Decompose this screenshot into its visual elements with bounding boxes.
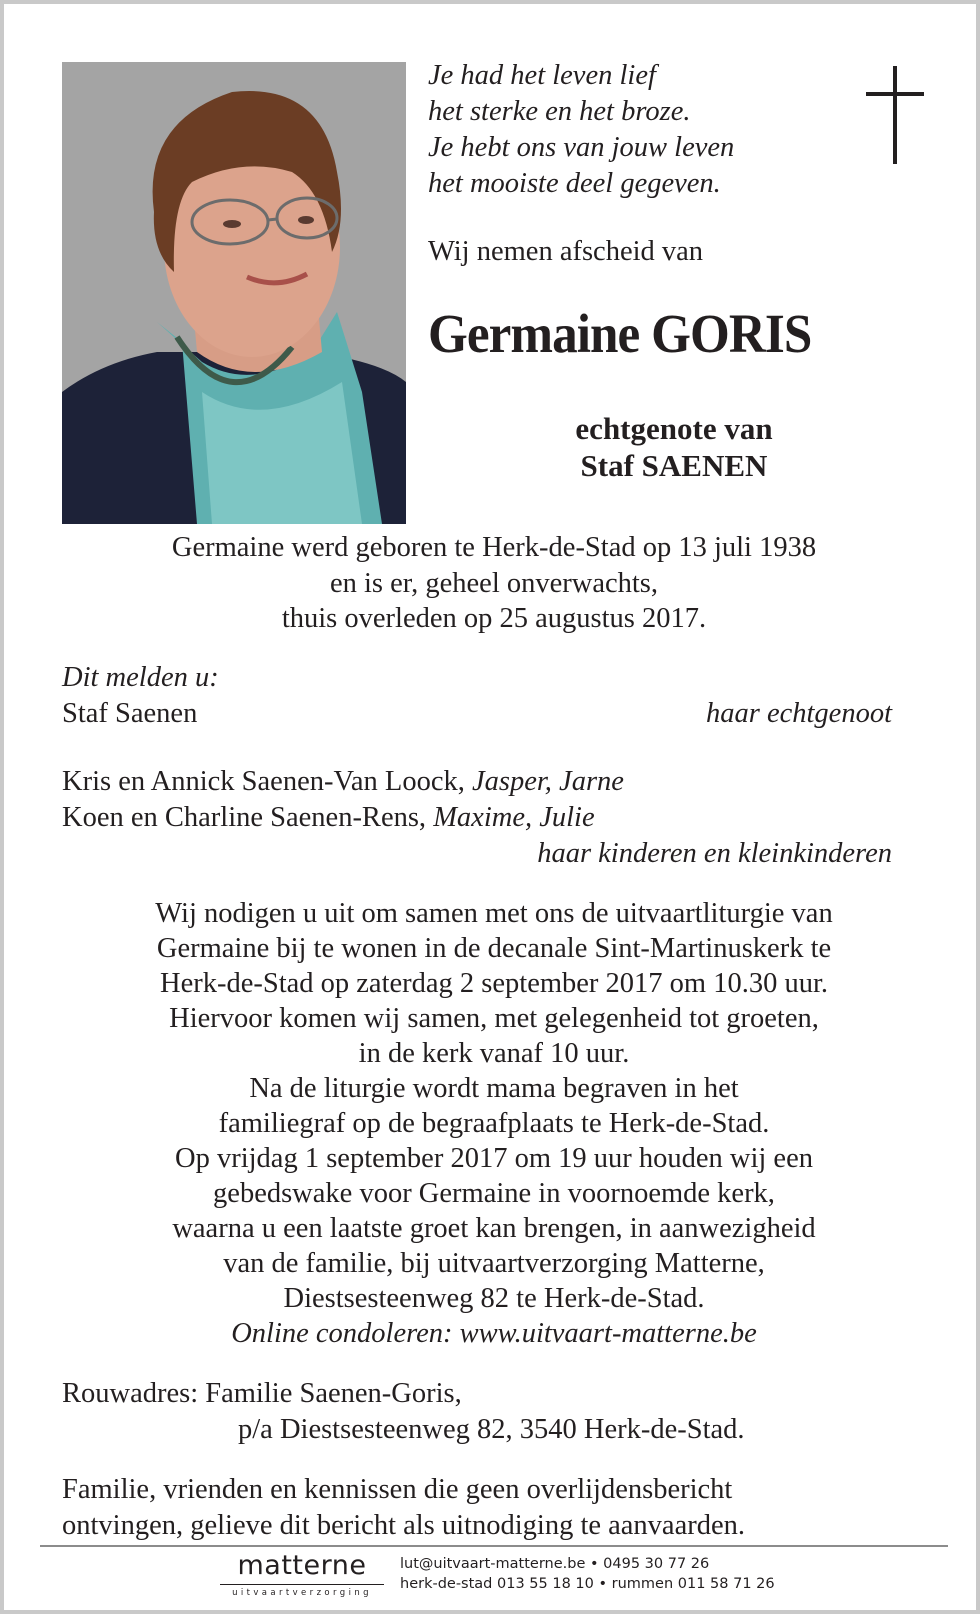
text-line: Hiervoor komen wij samen, met gelegenheid tot groeten,: [169, 1003, 819, 1034]
footer-divider: [40, 1545, 948, 1547]
text-line: Herk-de-Stad op zaterdag 2 september 2017 om 10.30 uur.: [160, 968, 828, 999]
spouse-name: Staf SAENEN: [580, 448, 768, 483]
contact-phones: herk-de-stad 013 55 18 10 • rummen 011 58 71 26: [400, 1576, 775, 1592]
funeral-home-logo: [220, 1552, 384, 1598]
contact-email-phone[interactable]: lut@uitvaart-matterne.be • 0495 30 77 26: [400, 1556, 710, 1572]
brand-underline: [220, 1584, 384, 1585]
brand-name: matterne: [237, 1550, 367, 1581]
intro-text: Wij nemen afscheid van: [428, 236, 704, 267]
text-line: gebedswake voor Germaine in voornoemde kerk,: [213, 1178, 775, 1209]
closing-text: [62, 1472, 745, 1544]
announcer-child-row: [62, 764, 624, 800]
online-condolence-link[interactable]: Online condoleren: www.uitvaart-matterne.be: [231, 1318, 757, 1349]
cross-icon: [866, 66, 924, 164]
child-parents: Koen en Charline Saenen-Rens,: [62, 802, 427, 833]
announcer-spouse-name: Staf Saenen: [62, 698, 198, 729]
portrait-photo: [62, 62, 406, 524]
spouse-relation: echtgenote van: [575, 411, 773, 446]
mourning-address-line1: Rouwadres: Familie Saenen-Goris,: [62, 1378, 462, 1409]
text-line: van de familie, bij uitvaartverzorging Matterne,: [223, 1248, 765, 1279]
ceremony-text: [44, 896, 944, 1351]
grandchildren: Maxime, Julie: [433, 802, 595, 833]
text-line: Na de liturgie wordt mama begraven in het: [249, 1073, 739, 1104]
portrait-illustration: [62, 62, 406, 524]
brand-subtitle: uitvaartverzorging: [232, 1588, 372, 1598]
memorial-poem: [428, 58, 734, 202]
text-line: thuis overleden op 25 augustus 2017.: [281, 603, 707, 634]
text-line: Diestsesteenweg 82 te Herk-de-Stad.: [283, 1283, 705, 1314]
text-line: ontvingen, gelieve dit bericht als uitnodiging te aanvaarden.: [62, 1510, 745, 1541]
poem-line: Je had het leven lief: [428, 60, 656, 91]
text-line: Germaine bij te wonen in de decanale Sint-Martinuskerk te: [156, 933, 832, 964]
poem-line: het sterke en het broze.: [428, 96, 691, 127]
text-line: familiegraf op de begraafplaats te Herk-de-Stad.: [218, 1108, 770, 1139]
text-line: Op vrijdag 1 september 2017 om 19 uur houden wij een: [175, 1143, 813, 1174]
text-line: waarna u een laatste groet kan brengen, in aanwezigheid: [172, 1213, 816, 1244]
text-line: Familie, vrienden en kennissen die geen overlijdensbericht: [62, 1474, 733, 1505]
text-line: Germaine werd geboren te Herk-de-Stad op 13 juli 1938: [171, 532, 817, 563]
poem-line: Je hebt ons van jouw leven: [428, 132, 735, 163]
announcer-spouse-role: haar echtgenoot: [705, 698, 892, 729]
announcer-child-row: [62, 800, 595, 836]
child-parents: Kris en Annick Saenen-Van Loock,: [62, 766, 465, 797]
poem-line: het mooiste deel gegeven.: [428, 168, 721, 199]
text-line: en is er, geheel onverwachts,: [329, 567, 659, 599]
mourning-address-line2: p/a Diestsesteenweg 82, 3540 Herk-de-Stad.: [238, 1414, 745, 1445]
announcers-heading: Dit melden u:: [62, 662, 219, 693]
text-line: Wij nodigen u uit om samen met ons de uitvaartliturgie van: [155, 898, 833, 929]
children-role: haar kinderen en kleinkinderen: [537, 838, 892, 869]
spouse-info: [524, 410, 824, 484]
funeral-home-contact: [400, 1554, 775, 1594]
grandchildren: Jasper, Jarne: [471, 766, 624, 797]
birth-death-text: [44, 530, 944, 637]
deceased-name: Germaine GORIS: [428, 303, 812, 364]
text-line: in de kerk vanaf 10 uur.: [358, 1038, 630, 1069]
